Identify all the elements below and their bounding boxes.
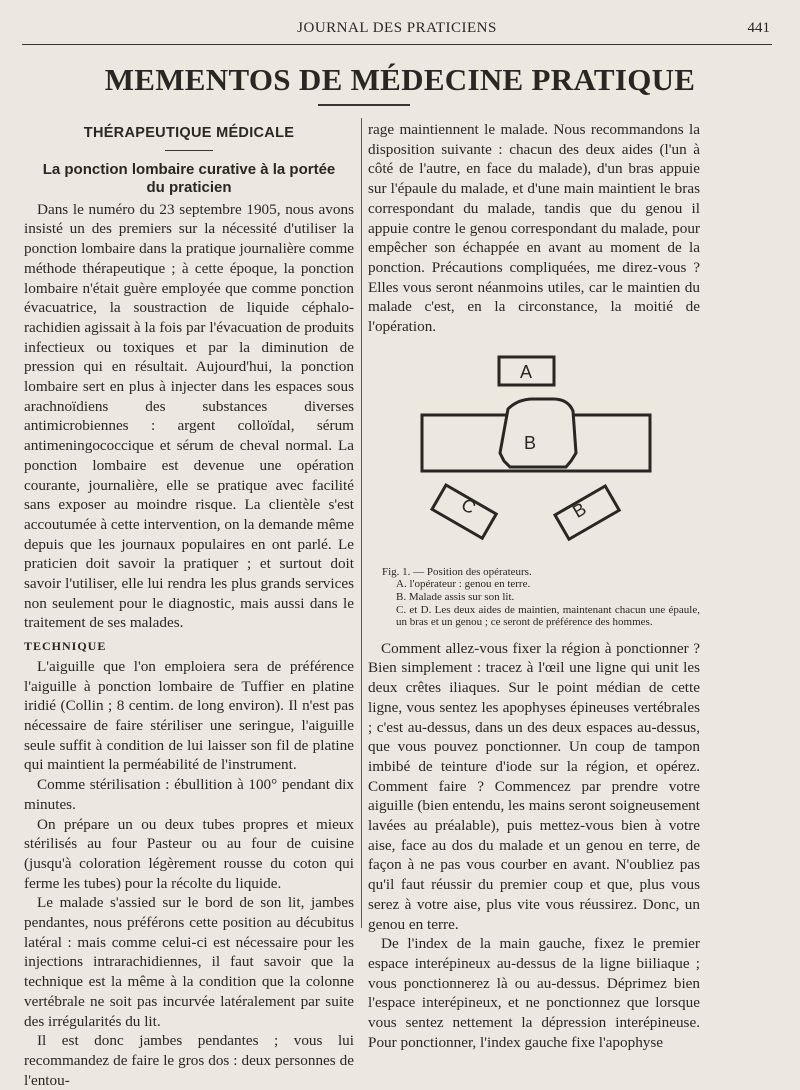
label-c: C <box>457 493 480 518</box>
left-column <box>24 118 354 1090</box>
sterilisation-paragraph: Comme stérilisation : ébullition à 100° pendant dix minutes. <box>24 776 354 813</box>
right-column <box>368 120 700 1052</box>
label-b: B <box>523 432 537 453</box>
caption-a: A. l'opérateur : genou en terre. <box>396 578 531 591</box>
figure-operator-positions <box>368 349 700 564</box>
caption-b: B. Malade assis sur son lit. <box>396 590 515 603</box>
section-title: THÉRAPEUTIQUE MÉDICALE <box>83 125 295 141</box>
continuation-paragraph: rage maintiennent le malade. Nous recommandons la disposition suivante : chacun des deux aides (l'un à côté de l'autre, en face du malade), d'un bras appuie sur l'épaule du malade, et d'une main maintient le bras correspondant du malade, tandis que du genou il appuie contre le genou correspondant du malade, pour empêcher son échappée en avant au moment de la ponction. Précautions compliquées, me direz-vous ? Elles vous seront néanmoins utiles, car le maintien du malade c'est, en la circonstance, la moitié de l'opération. <box>368 121 700 336</box>
column-divider <box>361 118 362 928</box>
dos-paragraph: Il est donc jambes pendantes ; vous lui recommandez de faire le gros dos : deux personnes de l'entou- <box>24 1032 354 1089</box>
title-rule <box>318 104 410 106</box>
technique-heading: TECHNIQUE <box>24 639 107 654</box>
position-diagram <box>368 349 700 564</box>
region-paragraph: Comment allez-vous fixer la région à ponctionner ? Bien simplement : tracez à l'œil une ligne qui unit les deux crêtes iliaques. Sur le point médian de cette ligne, vous sentez les apophyses épineuses vertébrales ; c'est au-dessus, dans un des deux espaces au-dessus, que vous pouvez ponctionner. Un coup de tampon imbibé de teinture d'iode sur la région, et opérez. Comment faire ? Commencez par prendre votre aiguille (bien entendu, les mains seront soigneusement lavées au préalable), puis mettez-vous bien à votre aise, face au dos du malade et un genou en terre, de façon à ne pas vous courber en avant. N'oubliez pas qu'il faut réussir du premier coup et que, plus vous serez à votre aise, plus vite vous réussirez. Donc, un genou en terre. <box>368 639 700 933</box>
intro-paragraph: Dans le numéro du 23 septembre 1905, nous avons insisté un des premiers sur la nécessité d'utiliser la ponction lombaire dans la pratique journalière comme méthode thérapeutique ; à cette époque, la ponction lombaire n'était guère employée que comme ponction évacuatrice, la soustraction de liquide céphalo-rachidien agissait à la fois par l'évacuation de produits infectieux ou toxiques et par la diminution de pression qui en résultait. Aujourd'hui, la ponction lombaire sert en plus à injecter dans les espaces sous arachnoïdiens des substances diverses antimicrobiennes : argent colloïdal, sérum antimeningococcique et sérum de cheval normal. La ponction lombaire est devenue une opération courante, journalière, elle se pratique avec facilité sans exposer au moindre risque. La clientèle s'est accoutumée à cette intervention, on la demande même depuis que les journaux populaires en ont parlé. Le praticien doit savoir la pratiquer ; et surtout doit savoir l'utiliser, elle lui rendra les plus grands services non seulement pour le diagnostic, mais aussi dans le traitement de ses malades. <box>24 200 354 632</box>
section-rule <box>165 150 213 151</box>
label-a: A <box>519 361 533 382</box>
caption-title: Fig. 1. — Position des opérateurs. <box>382 565 532 578</box>
caption-cd: C. et D. Les deux aides de maintien, maintenant chacun une épaule, un bras et un genou ; ce seront de préférence des hommes. <box>396 603 700 629</box>
main-title: MEMENTOS DE MÉDECINE PRATIQUE <box>104 62 696 97</box>
patient-b-shape <box>500 399 576 467</box>
article-title: La ponction lombaire curative à la portée du praticien <box>42 160 336 196</box>
page-number: 441 <box>747 20 770 36</box>
index-paragraph: De l'index de la main gauche, fixez le premier espace interépineux au-dessus de la ligne biiliaque ; vous ponctionnerez là ou au-dessus. Déprimez bien l'espace interépineux, et ne ponctionnez que lorsque vous sentez nettement la dépression interépineuse. Pour ponctionner, l'index gauche fixe l'apophyse <box>368 935 700 1051</box>
tubes-paragraph: On prépare un ou deux tubes propres et mieux stérilisés au four Pasteur ou au four de cuisine (jusqu'à coloration légèrement rousse du coton qui ferme les tubes) pour la récolte du liquide. <box>24 815 354 892</box>
label-d: B <box>569 498 590 522</box>
journal-title: JOURNAL DES PRATICIENS <box>297 20 497 36</box>
running-header <box>22 18 772 45</box>
figure-caption <box>382 566 700 629</box>
patient-position-paragraph: Le malade s'assied sur le bord de son lit, jambes pendantes, nous préférons cette position au décubitus latéral : mais comme celui-ci est nécessaire pour les injections intrarachidiennes, il faut savoir que la technique est la même à la condition que la colonne vertébrale ne soit pas incurvée latéralement par suite des irrégularités du lit. <box>24 894 354 1030</box>
technique-paragraph: L'aiguille que l'on emploiera sera de préférence l'aiguille à ponction lombaire de Tuffier en platine iridié (Collin ; 8 centim. de long environ). Il n'est pas nécessaire de faire stériliser une seringue, l'aiguille seule suffit à condition de lui laisser son fil de platine qui maintient la perméabilité de l'instrument. <box>24 657 354 774</box>
